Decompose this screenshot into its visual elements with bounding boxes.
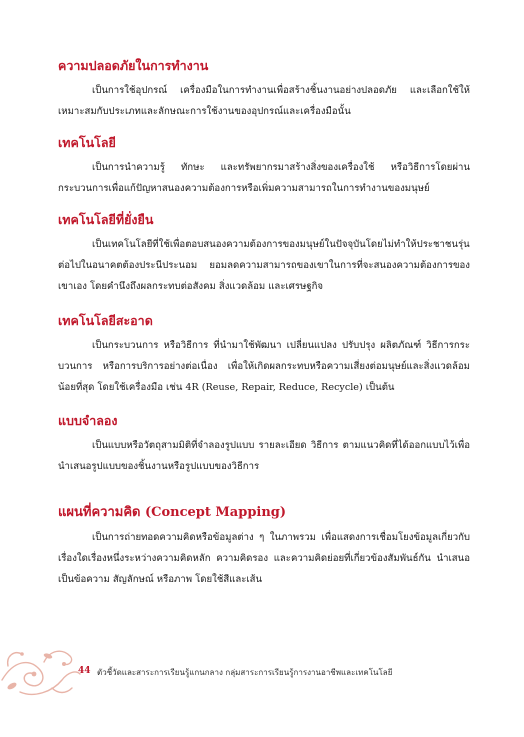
section-heading: แผนที่ความคิด (Concept Mapping) bbox=[58, 505, 287, 520]
section-concept-mapping bbox=[58, 505, 470, 590]
floral-ornament-icon bbox=[0, 640, 82, 700]
section-heading: แบบจำลอง bbox=[58, 413, 118, 428]
section-paragraph: เป็นการถ่ายทอดความคิดหรือข้อมูลต่าง ๆ ในภาพรวม เพื่อแสดงการเชื่อมโยงข้อมูลเกี่ยวกับเรื่องใดเรื่องหนึ่งระหว่างความคิดหลัก ความคิดรอง และความคิดย่อยที่เกี่ยวข้องสัมพันธ์กัน นำเสนอเป็นข้อความ สัญลักษณ์ หรือภาพ โดยใช้สีและเส้น bbox=[58, 532, 470, 585]
section-heading: เทคโนโลยีที่ยั่งยืน bbox=[58, 212, 154, 227]
section-paragraph: เป็นเทคโนโลยีที่ใช้เพื่อตอบสนองความต้องการของมนุษย์ในปัจจุบันโดยไม่ทำให้ประชาชนรุ่นต่อไปในอนาคตต้องประนีประนอม ยอมลดความสามารถของเขาในการที่จะสนองความต้องการของเขาเอง โดยคำนึงถึงผลกระทบต่อสังคม สิ่งแวดล้อม และเศรษฐกิจ bbox=[58, 239, 470, 292]
section-model bbox=[58, 413, 470, 477]
section-paragraph: เป็นแบบหรือวัตถุสามมิติที่จำลองรูปแบบ รายละเอียด วิธีการ ตามแนวคิดที่ได้ออกแบบไว้เพื่อนำเสนอรูปแบบของชิ้นงานหรือรูปแบบของวิธีการ bbox=[58, 440, 470, 472]
section-clean-technology bbox=[58, 313, 470, 398]
section-paragraph: เป็นการนำความรู้ ทักษะ และทรัพยากรมาสร้างสิ่งของเครื่องใช้ หรือวิธีการโดยผ่านกระบวนการเพื่อแก้ปัญหาสนองความต้องการหรือเพิ่มความสามารถในการทำงานของมนุษย์ bbox=[58, 162, 470, 194]
section-heading: เทคโนโลยี bbox=[58, 135, 116, 150]
section-paragraph: เป็นกระบวนการ หรือวิธีการ ที่นำมาใช้พัฒนา เปลี่ยนแปลง ปรับปรุง ผลิตภัณฑ์ วิธีการกระบวนการ หรือการบริการอย่างต่อเนื่อง เพื่อให้เกิดผลกระทบหรือความเสี่ยงต่อมนุษย์และสิ่งแวดล้อมน้อยที่สุด โดยใช้เครื่องมือ เช่น 4R (Reuse, Repair, Reduce, Recycle) เป็นต้น bbox=[58, 340, 470, 393]
section-heading: ความปลอดภัยในการทำงาน bbox=[58, 58, 209, 73]
page-footer bbox=[0, 640, 524, 720]
section-safety bbox=[58, 58, 470, 122]
section-paragraph: เป็นการใช้อุปกรณ์ เครื่องมือในการทำงานเพื่อสร้างชิ้นงานอย่างปลอดภัย และเลือกใช้ให้เหมาะสมกับประเภทและลักษณะการใช้งานของอุปกรณ์และเครื่องมือนั้น bbox=[58, 85, 470, 117]
page-number: 44 bbox=[78, 666, 91, 676]
section-sustainable-technology bbox=[58, 212, 470, 297]
footer-caption: ตัวชี้วัดและสาระการเรียนรู้แกนกลาง กลุ่มสาระการเรียนรู้การงานอาชีพและเทคโนโลยี bbox=[97, 668, 393, 677]
section-technology bbox=[58, 135, 470, 199]
section-heading: เทคโนโลยีสะอาด bbox=[58, 313, 153, 328]
